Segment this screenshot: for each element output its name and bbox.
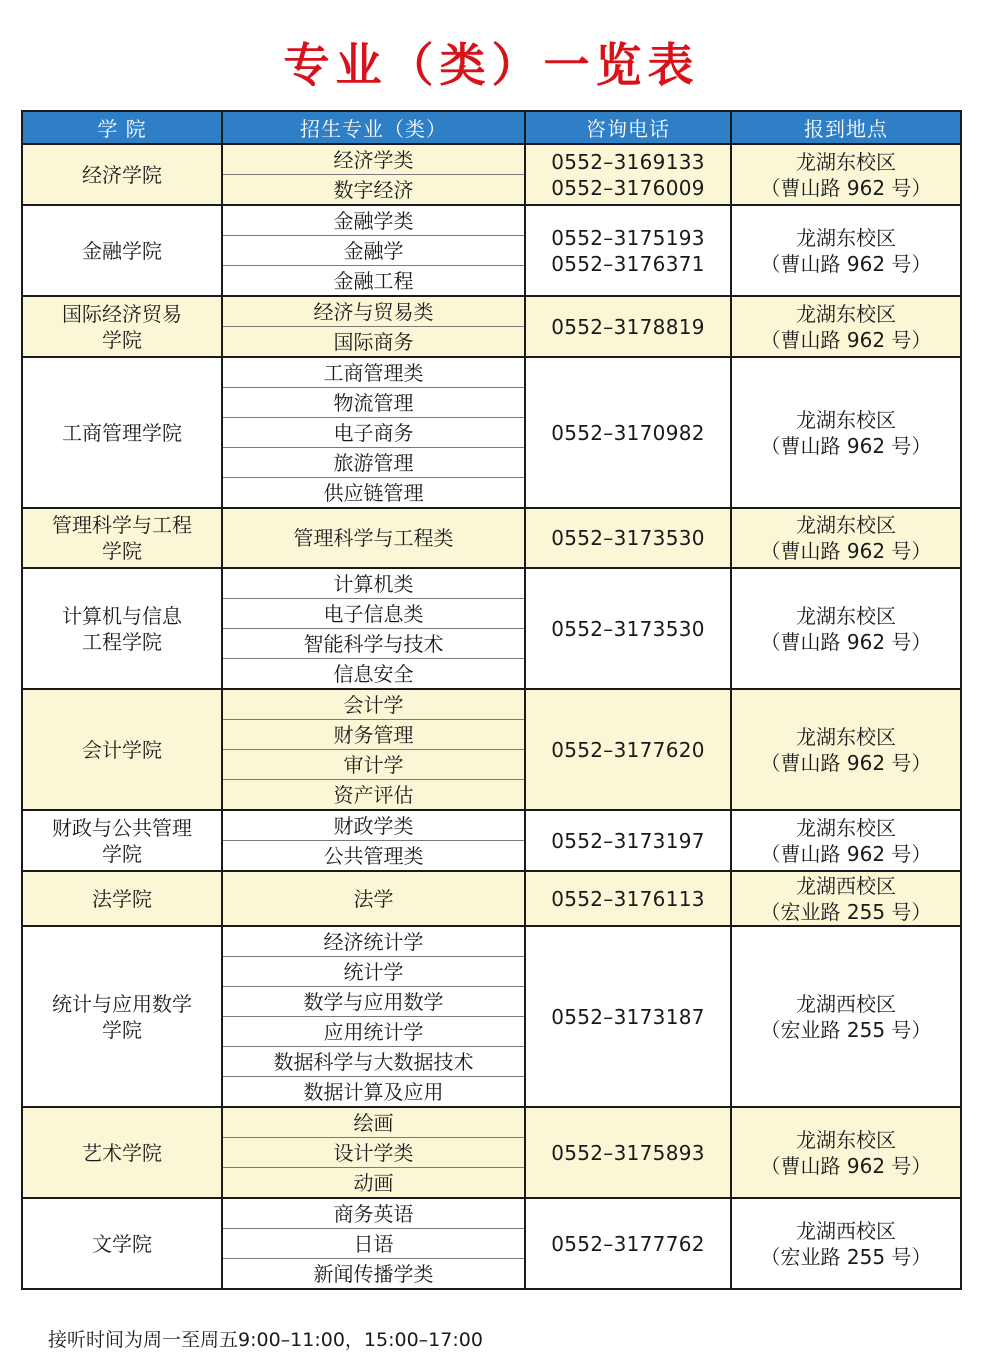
phone-line: 0552–3177620 bbox=[551, 737, 705, 762]
location-line: （曹山路 962 号） bbox=[760, 629, 932, 654]
registration-location bbox=[731, 810, 961, 871]
major-name: 动画 bbox=[222, 1168, 525, 1199]
registration-location bbox=[731, 357, 961, 508]
phone-number bbox=[525, 1198, 731, 1289]
major-name: 新闻传播学类 bbox=[222, 1259, 525, 1290]
college-group bbox=[22, 296, 961, 357]
table-row bbox=[22, 205, 961, 236]
college-group bbox=[22, 689, 961, 810]
table-row bbox=[22, 144, 961, 175]
location-line: 龙湖东校区 bbox=[796, 225, 896, 250]
major-name: 财政学类 bbox=[222, 810, 525, 841]
major-name: 公共管理类 bbox=[222, 841, 525, 872]
registration-location bbox=[731, 568, 961, 689]
table-row bbox=[22, 508, 961, 568]
page-title: 专业（类）一览表 bbox=[283, 38, 700, 92]
college-group bbox=[22, 357, 961, 508]
header-major: 招生专业（类） bbox=[222, 111, 525, 144]
table-row bbox=[22, 810, 961, 841]
location-line: 龙湖东校区 bbox=[796, 407, 896, 432]
phone-line: 0552–3173530 bbox=[551, 616, 705, 641]
college-name bbox=[22, 926, 222, 1107]
major-name: 计算机类 bbox=[222, 568, 525, 599]
college-group bbox=[22, 1107, 961, 1198]
college-name-line: 学院 bbox=[102, 539, 142, 563]
college-name-line: 会计学院 bbox=[82, 737, 162, 762]
majors-table bbox=[21, 110, 962, 1290]
registration-location bbox=[731, 871, 961, 926]
phone-line: 0552–3175893 bbox=[551, 1140, 705, 1165]
major-name: 资产评估 bbox=[222, 780, 525, 811]
table-row bbox=[22, 1107, 961, 1138]
major-name: 数字经济 bbox=[222, 175, 525, 206]
college-group bbox=[22, 926, 961, 1107]
college-group bbox=[22, 144, 961, 205]
phone-number bbox=[525, 1107, 731, 1198]
phone-line: 0552–3176009 bbox=[551, 175, 705, 200]
phone-line: 0552–3173530 bbox=[551, 526, 705, 550]
major-name: 工商管理类 bbox=[222, 357, 525, 388]
phone-line: 0552–3173187 bbox=[551, 1004, 705, 1029]
major-name: 电子信息类 bbox=[222, 599, 525, 629]
table-row bbox=[22, 568, 961, 599]
college-name-line: 学院 bbox=[102, 841, 142, 866]
phone-number bbox=[525, 205, 731, 296]
college-name bbox=[22, 205, 222, 296]
major-name: 电子商务 bbox=[222, 418, 525, 448]
phone-number bbox=[525, 568, 731, 689]
college-group bbox=[22, 1198, 961, 1289]
major-name: 日语 bbox=[222, 1229, 525, 1259]
registration-location bbox=[731, 1107, 961, 1198]
major-name: 数据科学与大数据技术 bbox=[222, 1047, 525, 1077]
college-name bbox=[22, 357, 222, 508]
location-line: 龙湖东校区 bbox=[796, 513, 896, 537]
location-line: （曹山路 962 号） bbox=[760, 251, 932, 276]
registration-location bbox=[731, 926, 961, 1107]
registration-location bbox=[731, 508, 961, 568]
table-row bbox=[22, 1198, 961, 1229]
major-name: 经济与贸易类 bbox=[222, 296, 525, 327]
college-name bbox=[22, 568, 222, 689]
college-group bbox=[22, 508, 961, 568]
major-name: 绘画 bbox=[222, 1107, 525, 1138]
college-name-line: 计算机与信息 bbox=[62, 603, 182, 628]
college-group bbox=[22, 871, 961, 926]
major-name: 物流管理 bbox=[222, 388, 525, 418]
phone-line: 0552–3173197 bbox=[551, 828, 705, 853]
table-row bbox=[22, 689, 961, 720]
registration-location bbox=[731, 1198, 961, 1289]
location-line: （曹山路 962 号） bbox=[760, 750, 932, 775]
phone-line: 0552–3170982 bbox=[551, 420, 705, 445]
location-line: （宏业路 255 号） bbox=[760, 1017, 932, 1042]
phone-number bbox=[525, 689, 731, 810]
phone-number bbox=[525, 357, 731, 508]
location-line: （曹山路 962 号） bbox=[760, 539, 932, 563]
major-name: 经济统计学 bbox=[222, 926, 525, 957]
major-name: 国际商务 bbox=[222, 327, 525, 358]
location-line: （曹山路 962 号） bbox=[760, 175, 932, 200]
major-name: 审计学 bbox=[222, 750, 525, 780]
phone-number bbox=[525, 871, 731, 926]
phone-line: 0552–3176113 bbox=[551, 886, 705, 911]
college-group bbox=[22, 568, 961, 689]
registration-location bbox=[731, 689, 961, 810]
table-row bbox=[22, 357, 961, 388]
phone-number bbox=[525, 810, 731, 871]
phone-line: 0552–3169133 bbox=[551, 149, 705, 174]
phone-line: 0552–3175193 bbox=[551, 225, 705, 250]
major-name: 信息安全 bbox=[222, 659, 525, 690]
college-name-line: 法学院 bbox=[92, 886, 152, 911]
college-name-line: 管理科学与工程 bbox=[52, 513, 192, 537]
location-line: 龙湖东校区 bbox=[796, 1127, 896, 1152]
college-name-line: 财政与公共管理 bbox=[52, 815, 192, 840]
major-name: 管理科学与工程类 bbox=[222, 508, 525, 568]
location-line: （曹山路 962 号） bbox=[760, 841, 932, 866]
location-line: 龙湖西校区 bbox=[796, 873, 896, 898]
table-row bbox=[22, 871, 961, 926]
phone-line: 0552–3176371 bbox=[551, 251, 705, 276]
major-name: 金融学类 bbox=[222, 205, 525, 236]
college-name bbox=[22, 1107, 222, 1198]
college-name bbox=[22, 871, 222, 926]
location-line: （宏业路 255 号） bbox=[760, 1244, 932, 1269]
college-name-line: 文学院 bbox=[92, 1231, 152, 1256]
college-name-line: 经济学院 bbox=[82, 162, 162, 187]
major-name: 财务管理 bbox=[222, 720, 525, 750]
college-group bbox=[22, 810, 961, 871]
major-name: 金融工程 bbox=[222, 266, 525, 297]
location-line: 龙湖东校区 bbox=[796, 301, 896, 326]
college-group bbox=[22, 205, 961, 296]
location-line: （曹山路 962 号） bbox=[760, 433, 932, 458]
college-name bbox=[22, 508, 222, 568]
college-name-line: 金融学院 bbox=[82, 238, 162, 263]
college-name-line: 学院 bbox=[102, 1017, 142, 1042]
location-line: 龙湖东校区 bbox=[796, 815, 896, 840]
major-name: 数学与应用数学 bbox=[222, 987, 525, 1017]
header-location: 报到地点 bbox=[731, 111, 961, 144]
header-phone: 咨询电话 bbox=[525, 111, 731, 144]
location-line: （曹山路 962 号） bbox=[760, 327, 932, 352]
table-header-row bbox=[22, 111, 961, 144]
location-line: 龙湖东校区 bbox=[796, 603, 896, 628]
major-name: 应用统计学 bbox=[222, 1017, 525, 1047]
office-hours-note: 接听时间为周一至周五9:00–11:00，15:00–17:00 bbox=[48, 1329, 483, 1351]
phone-number bbox=[525, 926, 731, 1107]
major-name: 供应链管理 bbox=[222, 478, 525, 509]
college-name bbox=[22, 689, 222, 810]
table-row bbox=[22, 296, 961, 327]
phone-line: 0552–3178819 bbox=[551, 314, 705, 339]
phone-number bbox=[525, 508, 731, 568]
phone-number bbox=[525, 296, 731, 357]
location-line: 龙湖东校区 bbox=[796, 724, 896, 749]
major-name: 会计学 bbox=[222, 689, 525, 720]
table-row bbox=[22, 926, 961, 957]
college-name-line: 统计与应用数学 bbox=[52, 991, 192, 1016]
college-name-line: 工程学院 bbox=[82, 629, 162, 654]
phone-number bbox=[525, 144, 731, 205]
registration-location bbox=[731, 296, 961, 357]
major-name: 金融学 bbox=[222, 236, 525, 266]
header-college: 学 院 bbox=[22, 111, 222, 144]
college-name-line: 艺术学院 bbox=[82, 1140, 162, 1165]
registration-location bbox=[731, 205, 961, 296]
location-line: 龙湖西校区 bbox=[796, 991, 896, 1016]
college-name bbox=[22, 296, 222, 357]
major-name: 经济学类 bbox=[222, 144, 525, 175]
college-name-line: 国际经济贸易 bbox=[62, 301, 182, 326]
location-line: 龙湖西校区 bbox=[796, 1218, 896, 1243]
major-name: 商务英语 bbox=[222, 1198, 525, 1229]
major-name: 设计学类 bbox=[222, 1138, 525, 1168]
location-line: （宏业路 255 号） bbox=[760, 899, 932, 924]
college-name bbox=[22, 810, 222, 871]
college-name-line: 学院 bbox=[102, 327, 142, 352]
major-name: 统计学 bbox=[222, 957, 525, 987]
college-name-line: 工商管理学院 bbox=[62, 420, 182, 445]
major-name: 数据计算及应用 bbox=[222, 1077, 525, 1108]
location-line: 龙湖东校区 bbox=[796, 149, 896, 174]
location-line: （曹山路 962 号） bbox=[760, 1153, 932, 1178]
registration-location bbox=[731, 144, 961, 205]
phone-line: 0552–3177762 bbox=[551, 1231, 705, 1256]
college-name bbox=[22, 1198, 222, 1289]
major-name: 法学 bbox=[222, 871, 525, 926]
major-name: 智能科学与技术 bbox=[222, 629, 525, 659]
college-name bbox=[22, 144, 222, 205]
major-name: 旅游管理 bbox=[222, 448, 525, 478]
